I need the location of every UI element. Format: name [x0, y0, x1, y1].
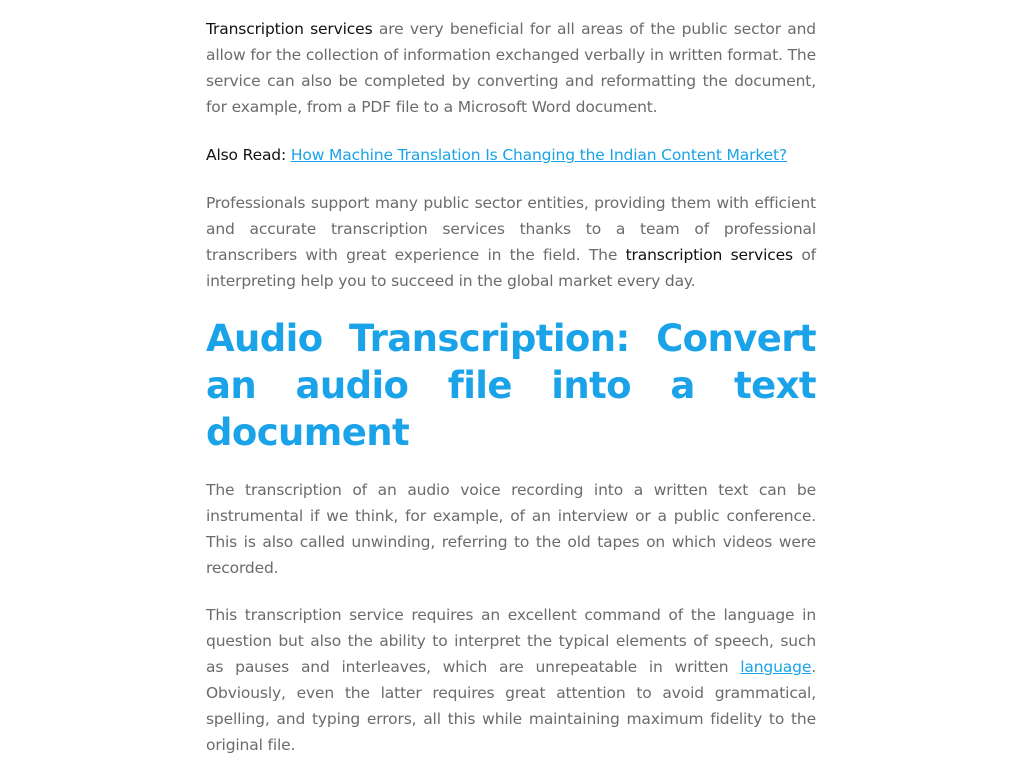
- emphasis-transcription-services: transcription services: [625, 246, 793, 264]
- article-body: [206, 16, 816, 758]
- emphasis-transcription-services: Transcription services: [206, 20, 373, 38]
- also-read: [206, 142, 816, 168]
- also-read-label: Also Read:: [206, 146, 287, 164]
- paragraph-text: . Obviously, even the latter requires great attention to avoid grammatical, spelling, and typing errors, all this while maintaining maximum fidelity to the original file.: [206, 658, 816, 754]
- section-heading: Audio Transcription: Convert an audio file into a text document: [206, 317, 816, 454]
- paragraph-transcription-benefits: [206, 16, 816, 120]
- paragraph-text: are very beneficial for all areas of the public sector and allow for the collection of information exchanged verbally in written format. The service can also be completed by converting and reformatting the document, for example, from a PDF file to a Microsoft Word document.: [206, 20, 816, 116]
- paragraph-audio-transcription: The transcription of an audio voice recording into a written text can be instrumental if we think, for example, of an interview or a public conference. This is also called unwinding, referring to the old tapes on which videos were recorded.: [206, 481, 816, 577]
- paragraph-text: This transcription service requires an excellent command of the language in question but also the ability to interpret the typical elements of speech, such as pauses and interleaves, which are unrepeatable in written: [206, 606, 816, 676]
- paragraph-text: of interpreting help you to succeed in the global market every day.: [206, 246, 816, 290]
- paragraph-professionals: [206, 190, 816, 294]
- also-read-link[interactable]: How Machine Translation Is Changing the Indian Content Market?: [290, 146, 788, 164]
- language-link[interactable]: language: [740, 658, 812, 676]
- paragraph-language-command: [206, 602, 816, 758]
- paragraph-text: Professionals support many public sector entities, providing them with efficient and accurate transcription services thanks to a team of professional transcribers with great experience in the field. The: [206, 194, 816, 264]
